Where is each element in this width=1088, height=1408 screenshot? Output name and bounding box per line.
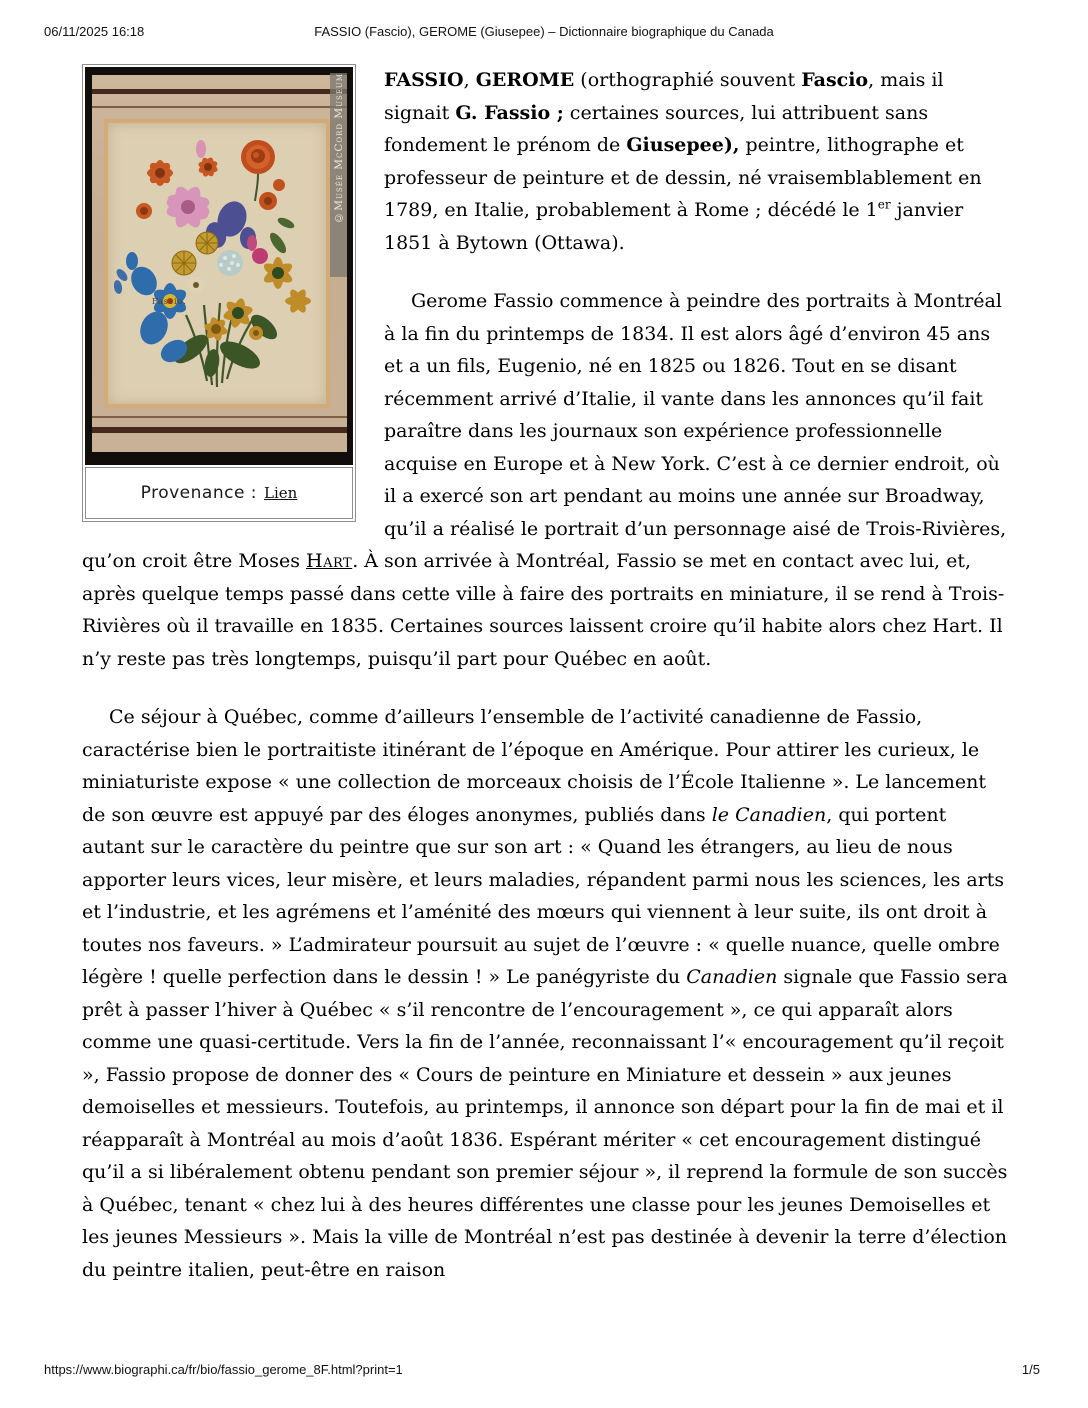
frame-stripe — [92, 106, 347, 108]
provenance-link[interactable]: Lien — [264, 484, 298, 502]
frame-stripe — [92, 427, 347, 433]
paragraph-1: FASSIO, GEROME (orthographié souvent Fascio, mais il signait G. Fassio ; certaines sources, lui attribuent sans fondement le prénom de Giusepee), peintre, lithographe et professeur de peinture et de dessin, né vraisemblablement en 1789, en Italie, probablement à Rome ; décédé le 1er janvier 1851 à Bytown (Ottawa). — [384, 69, 982, 254]
header-datetime: 06/11/2025 16:18 — [44, 24, 145, 39]
article — [82, 64, 1010, 1312]
footer-url: https://www.biographi.ca/fr/bio/fassio_gerome_8F.html?print=1 — [44, 1362, 403, 1377]
flower-bouquet-illustration — [108, 123, 326, 404]
paragraph-3: Ce séjour à Québec, comme d’ailleurs l’ensemble de l’activité canadienne de Fassio, caractérise bien le portraitiste itinérant de l’époque en Amérique. Pour attirer les curieux, le miniaturiste expose « une collection de morceaux choisis de l’École Italienne ». Le lancement de son œuvre est appuyé par des éloges anonymes, publiés dans le Canadien, qui portent autant sur le caractère du peintre que sur son art : « Quand les étrangers, au lieu de nous apporter leurs vices, leur misère, et leurs maladies, répandent parmi nous les sciences, les arts et l’industrie, et les agrémens et l’aménité des mœurs qui viennent à leur suite, ils ont droit à toutes nos faveurs. » L’admirateur poursuit au sujet de l’œuvre : « quelle nuance, quelle ombre légère ! quelle perfection dans le dessin ! » Le panégyriste du Canadien signale que Fassio sera prêt à passer l’hiver à Québec « s’il rencontre de l’encouragement », ce qui apparaît alors comme une quasi-certitude. Vers la fin de l’année, reconnaissant l’« encouragement qu’il reçoit », Fassio propose de donner des « Cours de peinture en Miniature et dessein » aux jeunes demoiselles et messieurs. Toutefois, au printemps, il annonce son départ pour la fin de mai et il réapparaît à Montréal au mois d’août 1836. Espérant mériter « cet encouragement distingué qu’il a si libéralement obtenu pendant son premier séjour », il reprend la formule de son succès à Québec, tenant « chez lui à des heures différentes une classe pour les jeunes Demoiselles et les jeunes Messieurs ». Mais la ville de Montréal n’est pas destinée à devenir la terre d’élection du peintre italien, peut-être en raison — [82, 706, 1008, 1281]
print-footer — [44, 1362, 1040, 1380]
artist-signature: Fassio. — [152, 297, 187, 306]
artwork-photo — [85, 67, 353, 465]
figure-caption — [85, 467, 353, 519]
footer-page-number: 1/5 — [1021, 1362, 1040, 1377]
frame-stripe — [92, 416, 347, 418]
portrait-figure — [82, 64, 356, 522]
paragraph-2: Gerome Fassio commence à peindre des portraits à Montréal à la fin du printemps de 1834. Il est alors âgé d’environ 45 ans et a un fils, Eugenio, né en 1825 ou 1826. Tout en se disant récemment arrivé d’Italie, il vante dans les annonces qu’il fait paraître dans les journaux son expérience professionnelle acquise en Europe et à New York. C’est à ce dernier endroit, où il a exercé son art pendant au moins une année sur Broadway, qu’il a réalisé le portrait d’un personnage aisé de Trois-Rivières, qu’on croit être Moses Hart. À son arrivée à Montréal, Fassio se met en contact avec lui, et, après quelque temps passé dans cette ville à faire des portraits en miniature, il se rend à Trois-Rivières où il travaille en 1835. Certaines sources laissent croire qu’il habite alors chez Hart. Il n’y reste pas très longtemps, puisqu’il part pour Québec en août. — [82, 290, 1007, 670]
museum-credit: ©Musée McCord Museum — [330, 73, 347, 277]
print-header — [44, 24, 1044, 42]
header-title: FASSIO (Fascio), GEROME (Giusepee) – Dictionnaire biographique du Canada — [314, 24, 774, 39]
provenance-label: Provenance : — [140, 483, 258, 503]
artwork-panel — [104, 119, 330, 408]
frame-stripe — [92, 89, 347, 94]
hart-link[interactable]: Hart — [306, 550, 353, 572]
